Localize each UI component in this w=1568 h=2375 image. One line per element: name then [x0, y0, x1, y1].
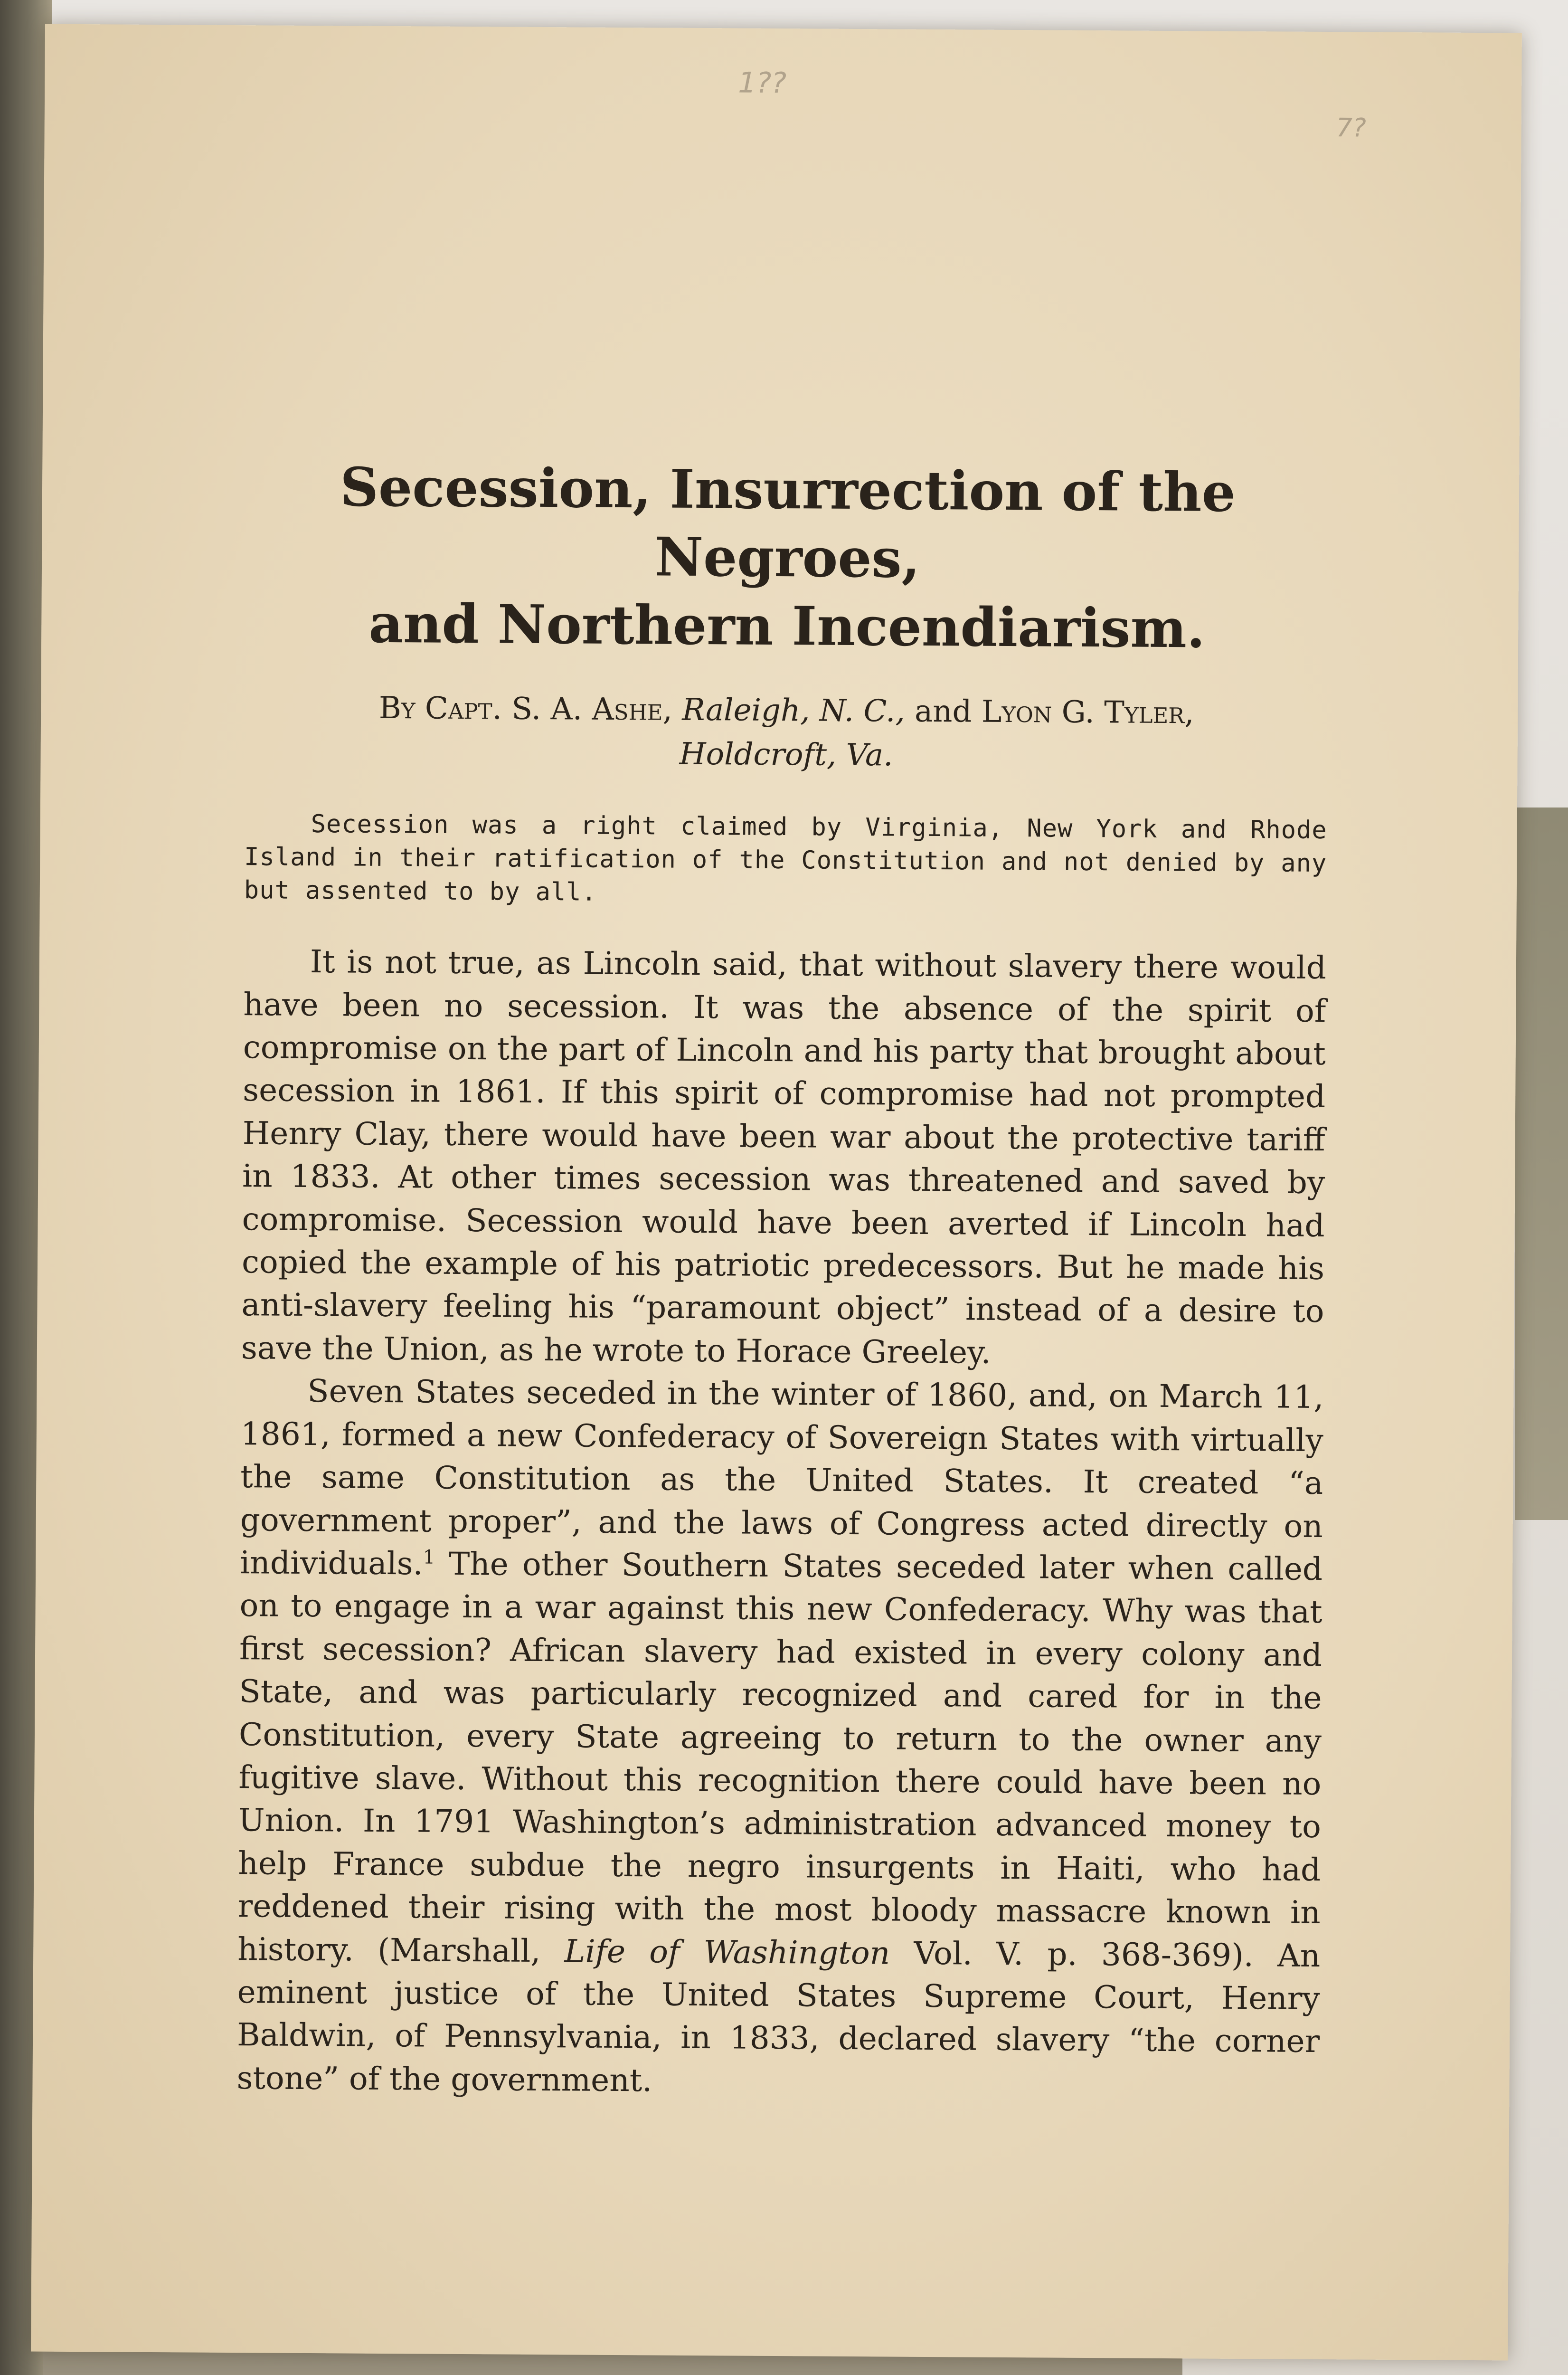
paragraph-2-text-c: Vol. V. p. 368-369). An eminent justice of the United States Supreme Court, Henry Baldwin, of Pennsylvania, in 1833, declared slavery “the corner stone” of the government. [236, 1935, 1321, 2099]
paragraph-1: It is not true, as Lincoln said, that without slavery there would have been no secession. It was the absence of the spirit of compromise on the part of Lincoln and his party that brought about secession in 1861. If this spirit of compromise had not prompted Henry Clay, there would have been war about the protective tariff in 1833. At other times secession was threatened and saved by compromise. Secession would have been averted if Lincoln had copied the example of his patriotic predecessors. But he made his anti-slavery feeling his “paramount object” instead of a desire to save the Union, as he wrote to Horace Greeley. [241, 943, 1327, 1371]
paragraph-2 [236, 1369, 1323, 2106]
article [236, 453, 1329, 2106]
pencil-annotation: 1?? [738, 66, 787, 100]
byline [245, 685, 1328, 780]
citation-title: Life of Washington [564, 1932, 890, 1972]
paragraph-2-text-a: Seven States seceded in the winter of 1860, and, on March 11, 1861, formed a new Confederacy of Sovereign States with virtually the same Constitution as the United States. It created “a government proper”, and the laws of Congress acted directly on individuals. [239, 1373, 1324, 1582]
author-1-place: Raleigh, N. C., [682, 692, 906, 729]
article-title [246, 453, 1330, 664]
article-body [236, 940, 1326, 2106]
byline-by: By [378, 690, 416, 726]
document-page [31, 24, 1522, 2361]
author-2: Lyon G. Tyler, [981, 694, 1194, 731]
pencil-annotation: 7? [1336, 113, 1366, 143]
byline-and: and [914, 694, 972, 730]
footnote-marker: 1 [423, 1546, 435, 1568]
author-2-place: Holdcroft, Va. [679, 736, 893, 773]
paragraph-2-text-b: The other Southern States seceded later when called on to engage in a war against this new Confederacy. Why was that first secession? African slavery had existed in every colony and State, and was particularly recognized and cared for in the Constitution, every State agreeing to return to the owner any fugitive slave. Without this recognition there could have been no Union. In 1791 Washington’s administration advanced money to help France subdue the negro insurgents in Haiti, who had reddened their rising with the most bloody massacre known in history. (Marshall, [237, 1545, 1323, 1969]
article-summary: Secession was a right claimed by Virginia, New York and Rhode Island in their ratification of the Constitution and not denied by any but assented to by all. [244, 809, 1327, 907]
title-line-1: Secession, Insurrection of the Negroes, [340, 456, 1236, 590]
backing-sheet-right [1515, 808, 1568, 1520]
title-line-2: and Northern Incendiarism. [368, 592, 1206, 660]
author-1: Capt. S. A. Ashe, [425, 691, 673, 728]
